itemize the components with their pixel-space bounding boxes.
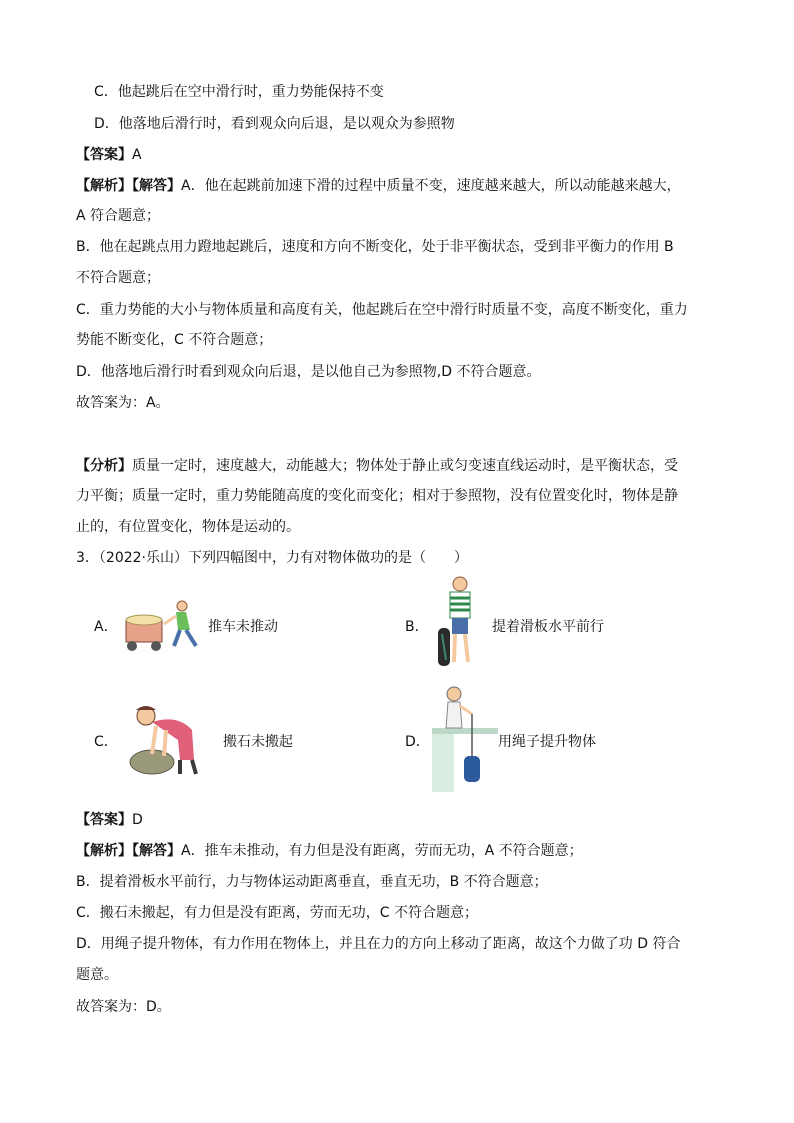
q3-option-c-text: 搬石未搬起: [223, 734, 293, 750]
q2-analysis-line-4: 不符合题意；: [76, 270, 160, 286]
q3-option-d-text: 用绳子提升物体: [498, 734, 596, 750]
answer-value: D: [132, 812, 143, 828]
analysis-tag: 【解析】: [76, 843, 132, 859]
push-cart-figure-icon: [120, 598, 206, 656]
q3-answer: [76, 810, 143, 830]
solve-tag: 【解答】: [132, 178, 181, 194]
q3-analysis-line-4: D．用绳子提升物体，有力作用在物体上，并且在力的方向上移动了距离，故这个力做了功 D 符合: [76, 936, 681, 952]
lift-with-rope-figure-icon: [432, 684, 498, 792]
option-c-text: C．他起跳后在空中滑行时，重力势能保持不变: [94, 84, 384, 100]
q3-option-a-letter: A．: [94, 619, 118, 635]
fenxi-tag: 【分析】: [76, 458, 132, 474]
q2-analysis-line-5: C．重力势能的大小与物体质量和高度有关，他起跳后在空中滑行时质量不变，高度不断变化，重力: [76, 302, 688, 318]
q3-option-a-text: 推车未推动: [208, 619, 278, 635]
q2-analysis-line-6: 势能不断变化，C 不符合题意；: [76, 332, 273, 348]
answer-tag: 【答案】: [76, 812, 132, 828]
q3-analysis-line-3: C．搬石未搬起，有力但是没有距离，劳而无功，C 不符合题意；: [76, 905, 478, 921]
q2-conclusion: 故答案为：A。: [76, 395, 170, 411]
q2-analysis-line-2: A 符合题意；: [76, 208, 161, 224]
q2-answer: [76, 145, 142, 165]
q3-option-c-letter: C．: [94, 734, 118, 750]
q3-option-b-text: 提着滑板水平前行: [492, 619, 604, 635]
analysis-tag: 【解析】: [76, 178, 132, 194]
q3-stem: 3．（2022·乐山）下列四幅图中，力有对物体做功的是（ ）: [76, 550, 468, 566]
q2-fenxi-line-1: 【分析】质量一定时，速度越大，动能越大；物体处于静止或匀变速直线运动时，是平衡状态，受: [76, 458, 678, 474]
option-d-text: D．他落地后滑行时，看到观众向后退，是以观众为参照物: [94, 116, 455, 132]
q2-analysis-line-3: B．他在起跳点用力蹬地起跳后，速度和方向不断变化，处于非平衡状态，受到非平衡力的作用 B: [76, 239, 674, 255]
q3-analysis-line-5: 题意。: [76, 967, 118, 983]
carry-skateboard-figure-icon: [430, 574, 486, 674]
answer-tag: 【答案】: [76, 147, 132, 163]
answer-value: A: [132, 147, 142, 163]
q2-analysis-line-1: 【解析】【解答】A．他在起跳前加速下滑的过程中质量不变，速度越来越大，所以动能越来越大，: [76, 178, 681, 194]
q2-fenxi-line-2: 力平衡；质量一定时，重力势能随高度的变化而变化；相对于参照物，没有位置变化时，物体是静: [76, 488, 678, 504]
q3-analysis-line-1: 【解析】【解答】A．推车未推动，有力但是没有距离，劳而无功，A 不符合题意；: [76, 843, 583, 859]
q3-analysis-line-2: B．提着滑板水平前行，力与物体运动距离垂直，垂直无功，B 不符合题意；: [76, 874, 548, 890]
q2-analysis-line-7: D．他落地后滑行时看到观众向后退，是以他自己为参照物,D 不符合题意。: [76, 364, 541, 380]
lift-stone-figure-icon: [122, 700, 208, 776]
q2-fenxi-line-3: 止的，有位置变化，物体是运动的。: [76, 519, 300, 535]
solve-tag: 【解答】: [132, 843, 181, 859]
q3-option-d-letter: D．: [405, 734, 430, 750]
q3-conclusion: 故答案为：D。: [76, 999, 171, 1015]
q3-option-b-letter: B．: [405, 619, 429, 635]
